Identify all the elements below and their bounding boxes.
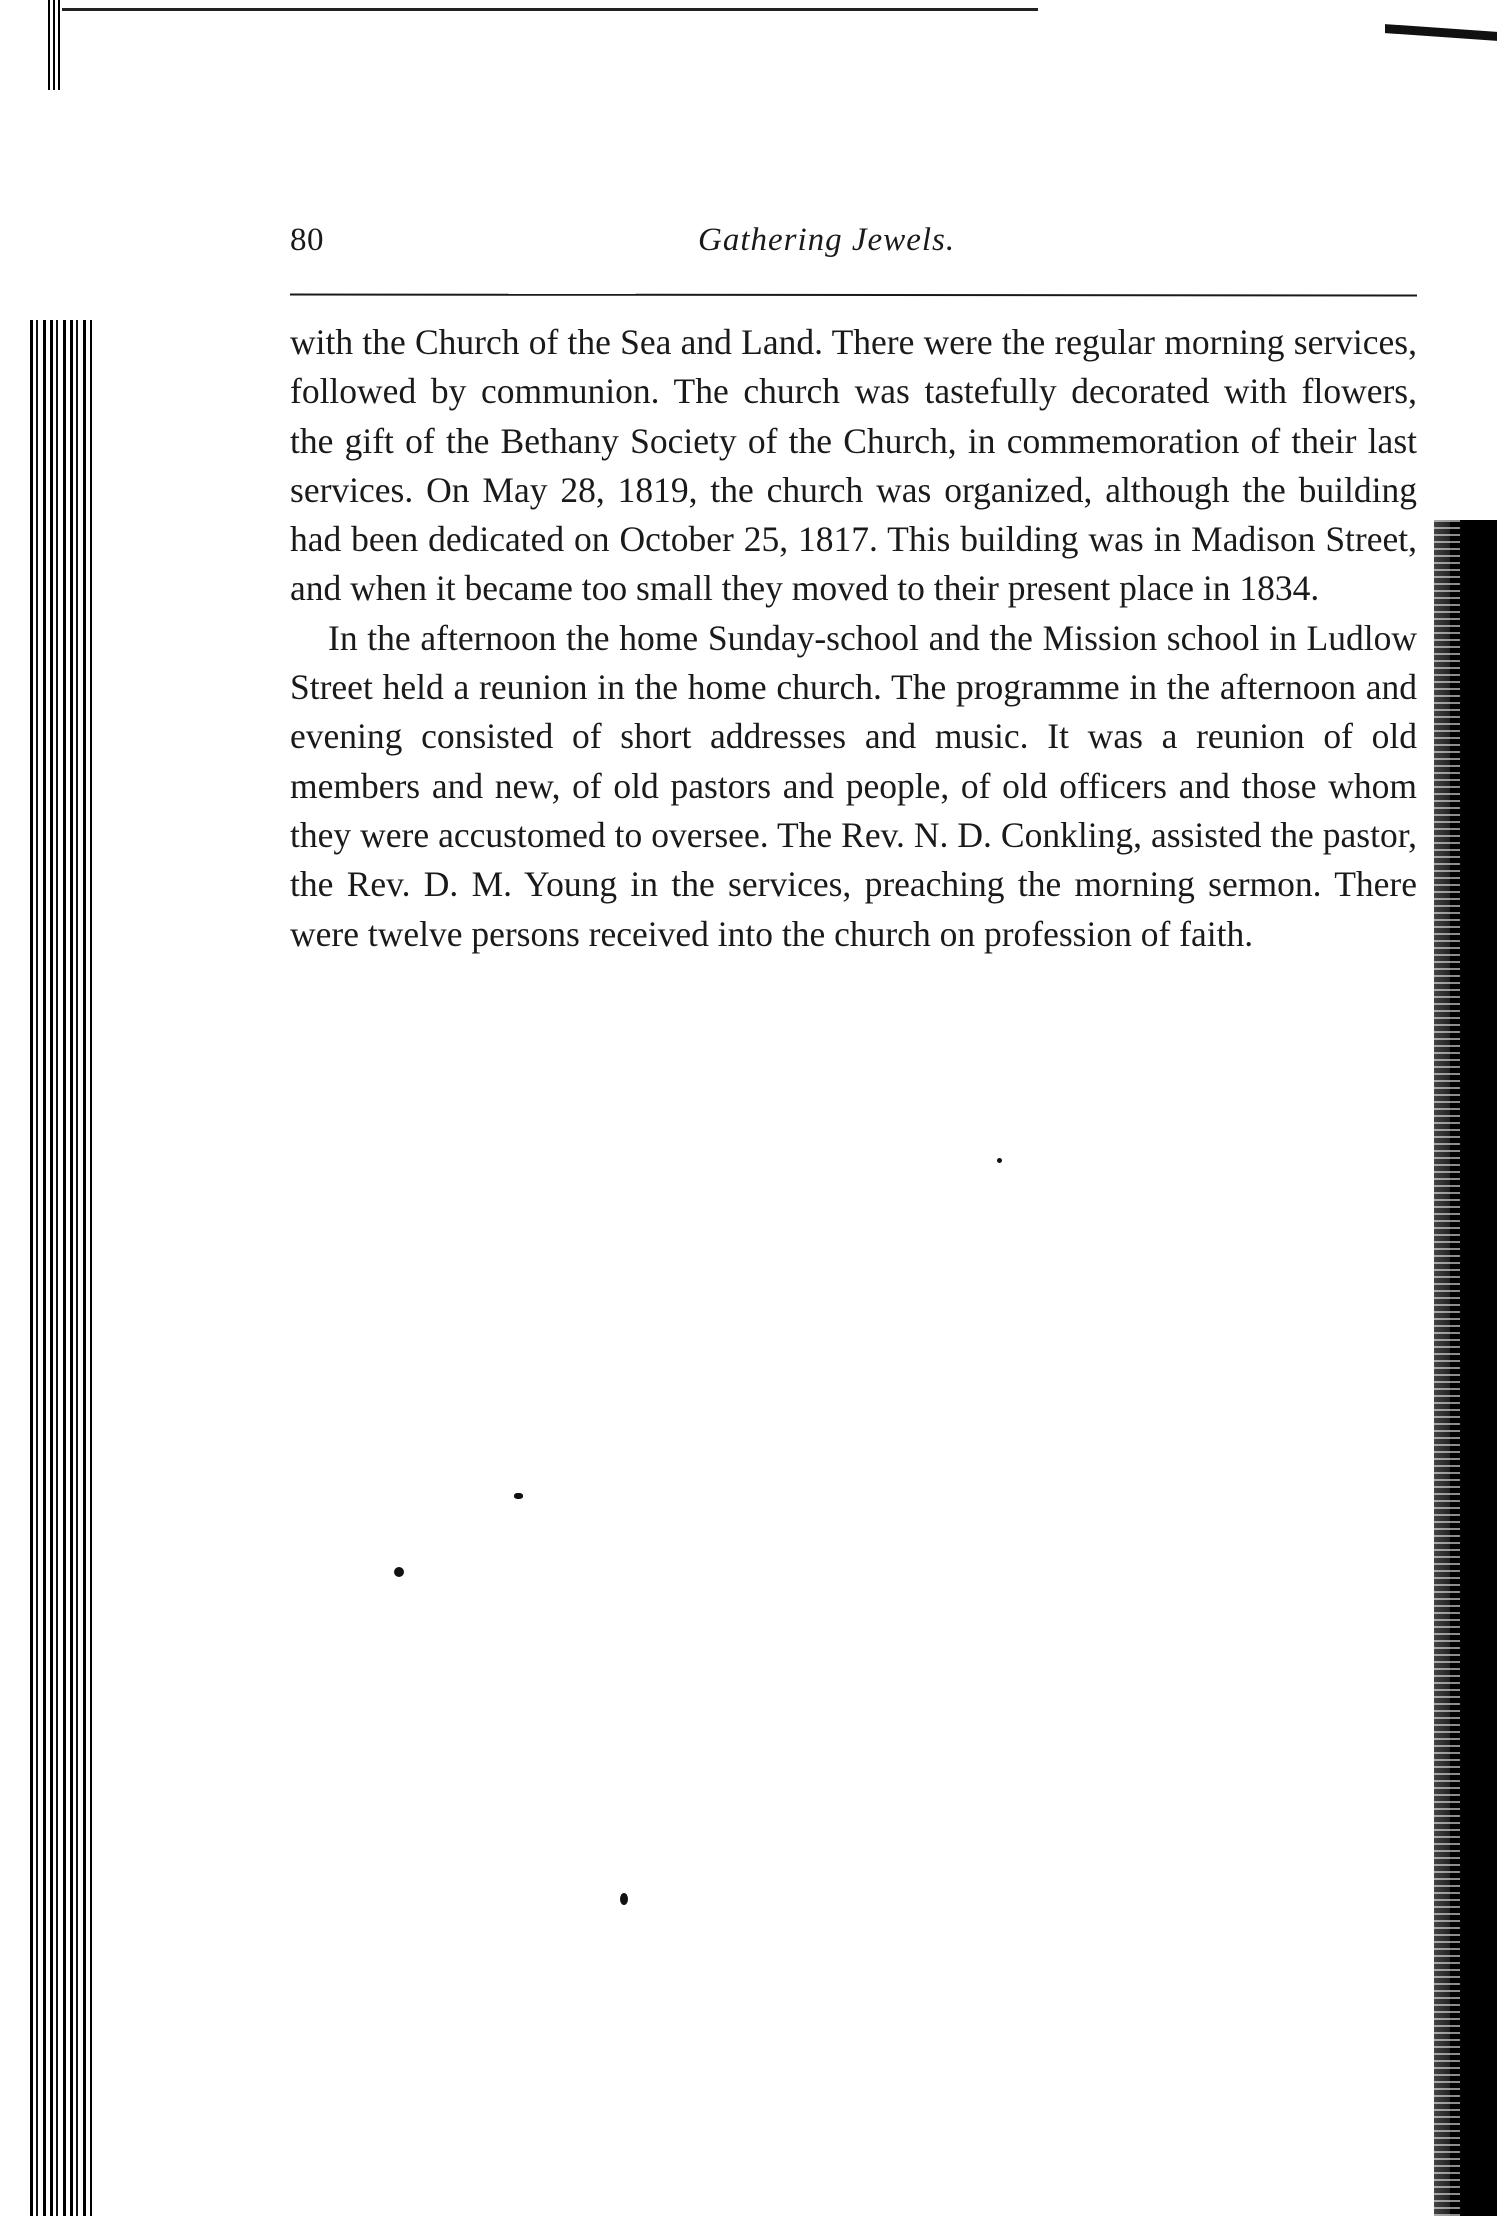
running-title: Gathering Jewels.: [698, 222, 956, 258]
ink-speck: [620, 1893, 628, 1905]
ink-speck: [514, 1493, 523, 1499]
body-text: [290, 318, 1417, 959]
page-number: 80: [290, 222, 324, 258]
paragraph: with the Church of the Sea and Land. There were the regular morning services, followed by communion. The church was tastefully decorated with flowers, the gift of the Bethany Society of the Church, in commemoration of their last services. On May 28, 1819, the church was organized, although the building had been dedicated on October 25, 1817. This building was in Madison Street, and when it became too small they moved to their present place in 1834.: [290, 322, 1417, 609]
paragraph: In the afternoon the home Sunday-school and the Mission school in Ludlow Street held a reunion in the home church. The programme in the afternoon and evening consisted of short addresses and music. It was a reunion of old members and new, of old pastors and people, of old officers and those whom they were accustomed to oversee. The Rev. N. D. Conkling, assisted the pastor, the Rev. D. M. Young in the services, preaching the morning sermon. There were twelve persons received into the church on profession of faith.: [290, 617, 1417, 954]
left-binding-shadow: [30, 320, 92, 2216]
left-binding-top: [48, 0, 62, 90]
ink-speck: [394, 1567, 404, 1577]
ink-speck: [997, 1158, 1002, 1163]
page-header: [290, 222, 1417, 272]
header-rule: [290, 294, 1417, 297]
scan-edge-top: [48, 8, 1038, 11]
right-binding-noise: [1430, 520, 1460, 2216]
scan-edge-top-right: [1385, 24, 1497, 41]
